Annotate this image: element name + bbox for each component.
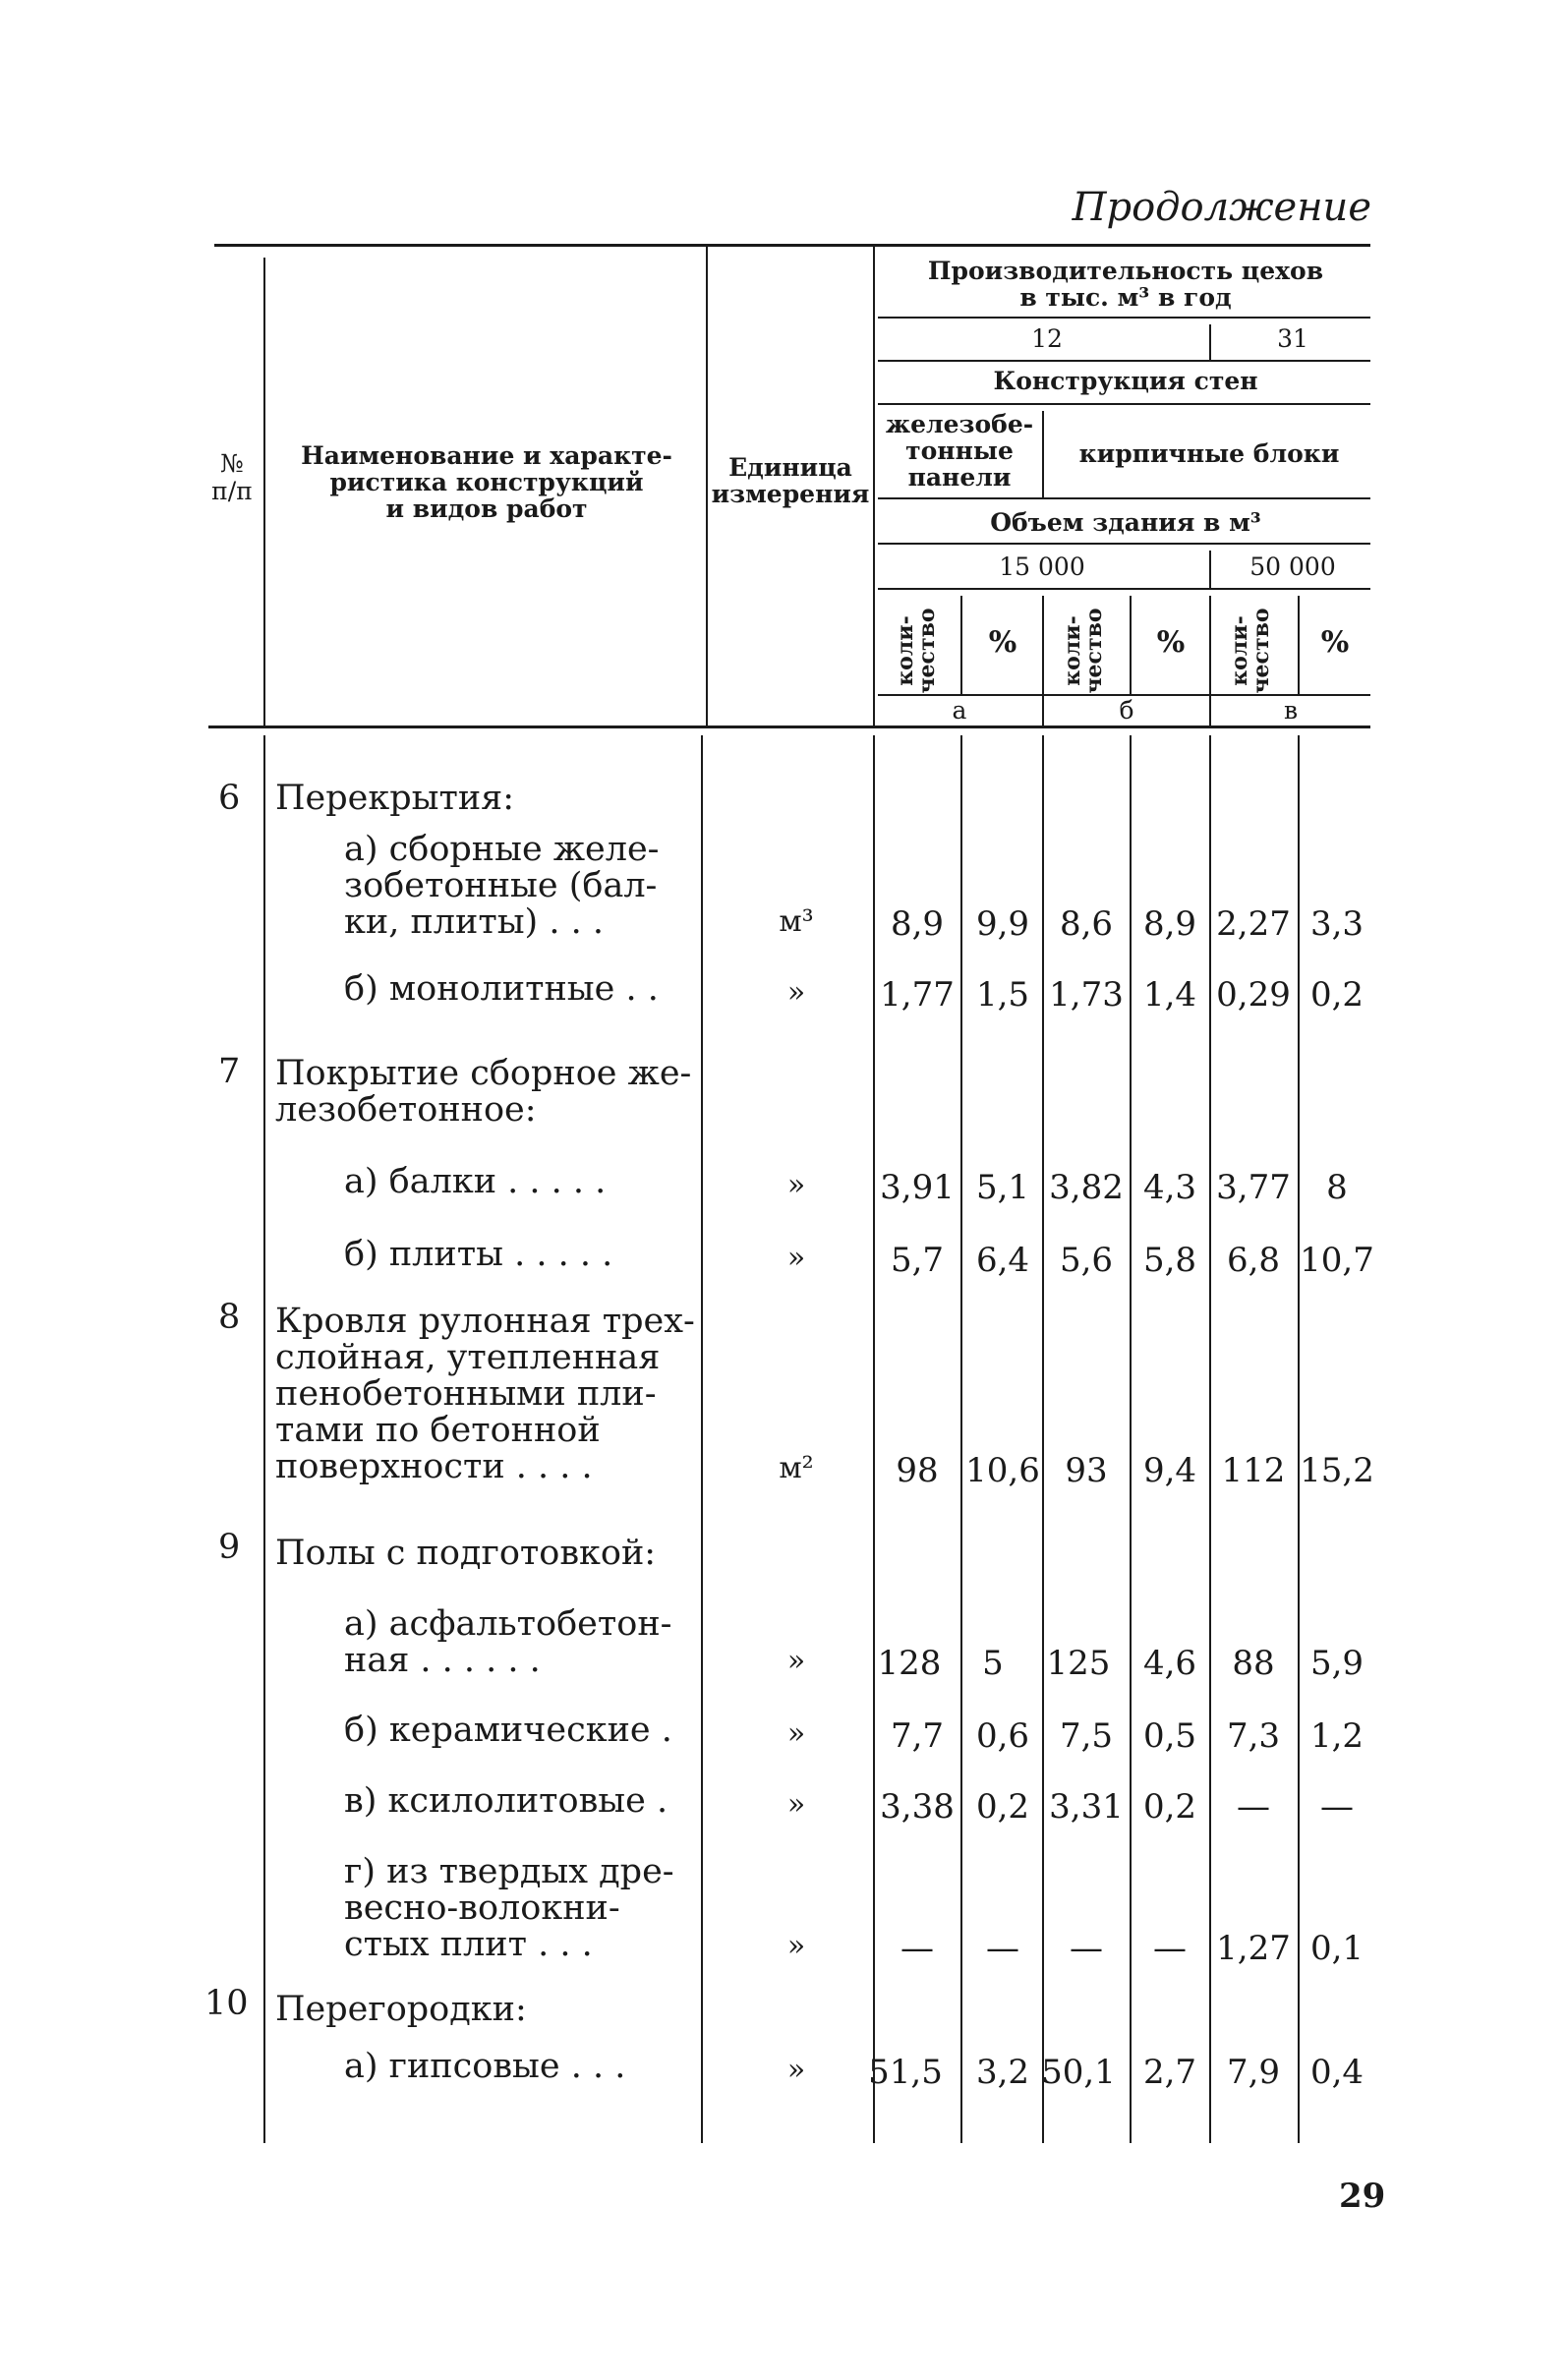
header-name: Наименование и характе- ристика конструкций и видов работ (301, 441, 672, 523)
cell-a-pct: 0,2 (975, 1787, 1030, 1827)
cell-v-qty: 0,29 (1216, 975, 1291, 1015)
cell-b-qty: 93 (1065, 1451, 1108, 1490)
row-unit: » (786, 2053, 806, 2087)
cell-v-pct: 8 (1326, 1168, 1348, 1207)
cell-b-qty: 5,6 (1059, 1241, 1114, 1280)
cell-b-pct: 1,4 (1142, 975, 1197, 1015)
row-unit: » (786, 1241, 806, 1275)
row-text: б) плиты . . . . . (344, 1235, 613, 1274)
row-text: Кровля рулонная трех- слойная, утепленная пенобетонными пли- тами по бетонной поверхности . . . . (275, 1302, 695, 1486)
row-title: Покрытие сборное же- лезобетонное: (275, 1054, 692, 1130)
header-qty-v: коли- чество (1227, 608, 1274, 694)
cell-a-qty: 3,91 (880, 1168, 955, 1207)
cell-a-qty: 51,5 (868, 2053, 943, 2092)
cell-a-qty: — (900, 1929, 934, 1968)
vline-h-a (960, 596, 962, 694)
cell-v-qty: 88 (1232, 1644, 1275, 1683)
header-bottom-rule (208, 726, 1370, 728)
row-number: 9 (218, 1528, 241, 1567)
row-text: б) керамические . (344, 1711, 672, 1750)
row-unit: » (786, 1929, 806, 1963)
cell-a-pct: 6,4 (975, 1241, 1030, 1280)
walls-rule (878, 403, 1370, 405)
header-sub-a: а (952, 696, 967, 725)
cell-v-qty: 7,9 (1226, 2053, 1281, 2092)
cell-b-qty: 3,31 (1049, 1787, 1124, 1827)
cell-b-pct: 5,8 (1142, 1241, 1197, 1280)
vline-vol (1209, 551, 1211, 588)
header-qty-a: коли- чество (893, 608, 940, 694)
header-num: № п/п (211, 449, 253, 505)
cell-a-qty: 7,7 (890, 1716, 945, 1756)
prod-value-rule (878, 360, 1370, 362)
cell-b-pct: 0,5 (1142, 1716, 1197, 1756)
vline-body-num (263, 735, 265, 2143)
cell-v-qty: — (1237, 1787, 1270, 1827)
cell-a-pct: 10,6 (965, 1451, 1040, 1490)
row-number: 7 (218, 1052, 241, 1091)
cell-b-pct: — (1153, 1929, 1187, 1968)
cell-a-qty: 98 (896, 1451, 939, 1490)
header-wall-brick: кирпичные блоки (1078, 439, 1340, 468)
row-text: а) сборные желе- зобетонные (бал- ки, плиты) . . . (344, 830, 660, 942)
cell-v-qty: 2,27 (1216, 904, 1291, 944)
header-prod-12: 12 (1031, 324, 1063, 353)
cell-b-pct: 9,4 (1142, 1451, 1197, 1490)
row-unit: » (786, 975, 806, 1010)
header-vol-50000: 50 000 (1249, 552, 1336, 581)
cell-v-pct: 1,2 (1309, 1716, 1365, 1756)
volume-value-rule (878, 588, 1370, 590)
cell-b-qty: 7,5 (1059, 1716, 1114, 1756)
row-number: 8 (218, 1298, 241, 1337)
vline-prod (1209, 324, 1211, 360)
row-text: г) из твердых дре- весно-волокни- стых плит . . . (344, 1852, 674, 1964)
volume-rule (878, 543, 1370, 545)
cell-v-qty: 1,27 (1216, 1929, 1291, 1968)
cell-v-pct: 5,9 (1309, 1644, 1365, 1683)
cell-v-pct: 0,1 (1309, 1929, 1365, 1968)
cell-v-qty: 6,8 (1226, 1241, 1281, 1280)
row-text: а) балки . . . . . (344, 1162, 607, 1201)
cell-v-pct: 15,2 (1300, 1451, 1374, 1490)
cell-a-pct: 9,9 (975, 904, 1030, 944)
row-number: 6 (218, 779, 241, 818)
header-wall-concrete: железобе- тонные панели (885, 410, 1034, 492)
cell-b-qty: 1,73 (1049, 975, 1124, 1015)
vline-num (263, 258, 265, 726)
header-pct-v: % (1320, 625, 1350, 660)
cell-v-qty: 3,77 (1216, 1168, 1291, 1207)
cell-b-pct: 4,3 (1142, 1168, 1197, 1207)
cell-b-pct: 4,6 (1142, 1644, 1197, 1683)
vline-name (706, 246, 708, 726)
cell-b-qty: 50,1 (1041, 2053, 1116, 2092)
header-prod-31: 31 (1277, 324, 1308, 353)
row-text: в) ксилолитовые . (344, 1781, 668, 1821)
cell-a-qty: 5,7 (890, 1241, 945, 1280)
row-unit: м³ (779, 904, 814, 939)
header-volume: Объем здания в м³ (990, 508, 1261, 537)
prod-rule (878, 317, 1370, 319)
cell-v-pct: 0,4 (1309, 2053, 1365, 2092)
cell-a-pct: 5 (982, 1644, 1004, 1683)
cell-v-qty: 112 (1221, 1451, 1286, 1490)
row-unit: » (786, 1787, 806, 1822)
vline-h-b (1130, 596, 1132, 694)
row-title: Полы с подготовкой: (275, 1534, 657, 1573)
header-qty-b: коли- чество (1060, 608, 1107, 694)
cell-a-pct: 0,6 (975, 1716, 1030, 1756)
cell-b-qty: 125 (1046, 1644, 1111, 1683)
cell-a-pct: 1,5 (975, 975, 1030, 1015)
row-unit: м² (779, 1451, 814, 1485)
header-sub-b: б (1119, 696, 1134, 725)
header-vol-15000: 15 000 (999, 552, 1085, 581)
cell-v-pct: — (1320, 1787, 1354, 1827)
vline-unit (873, 246, 875, 726)
cell-a-qty: 1,77 (880, 975, 955, 1015)
wall-type-rule (878, 497, 1370, 499)
cell-a-qty: 128 (877, 1644, 942, 1683)
cell-b-pct: 0,2 (1142, 1787, 1197, 1827)
row-unit: » (786, 1716, 806, 1751)
row-text: а) асфальтобетон- ная . . . . . . (344, 1604, 672, 1680)
row-unit: » (786, 1168, 806, 1202)
cell-v-pct: 3,3 (1309, 904, 1365, 944)
row-unit: » (786, 1644, 806, 1678)
continuation-label: Продолжение (1072, 185, 1371, 230)
header-pct-a: % (988, 625, 1017, 660)
cell-v-pct: 0,2 (1309, 975, 1365, 1015)
cell-v-qty: 7,3 (1226, 1716, 1281, 1756)
row-text: а) гипсовые . . . (344, 2047, 626, 2086)
vline-body-name (701, 735, 703, 2143)
row-number: 10 (204, 1984, 249, 2023)
row-title: Перегородки: (275, 1990, 527, 2029)
header-productivity: Производительность цехов в тыс. м³ в год (927, 257, 1324, 312)
cell-v-pct: 10,7 (1300, 1241, 1374, 1280)
cell-b-qty: 8,6 (1059, 904, 1114, 944)
row-title: Перекрытия: (275, 779, 515, 818)
cell-a-pct: 5,1 (975, 1168, 1030, 1207)
vline-wall (1042, 411, 1044, 497)
cell-b-pct: 8,9 (1142, 904, 1197, 944)
cell-b-pct: 2,7 (1142, 2053, 1197, 2092)
cell-a-pct: — (986, 1929, 1019, 1968)
header-pct-b: % (1156, 625, 1186, 660)
table-top-rule (214, 244, 1370, 247)
cell-b-qty: — (1070, 1929, 1103, 1968)
cell-b-qty: 3,82 (1049, 1168, 1124, 1207)
page-number: 29 (1339, 2177, 1386, 2216)
cell-a-pct: 3,2 (975, 2053, 1030, 2092)
header-unit: Единица измерения (711, 453, 870, 508)
cell-a-qty: 8,9 (890, 904, 945, 944)
row-text: б) монолитные . . (344, 969, 659, 1009)
header-sub-v: в (1283, 696, 1299, 725)
cell-a-qty: 3,38 (880, 1787, 955, 1827)
header-walls: Конструкция стен (993, 367, 1258, 395)
